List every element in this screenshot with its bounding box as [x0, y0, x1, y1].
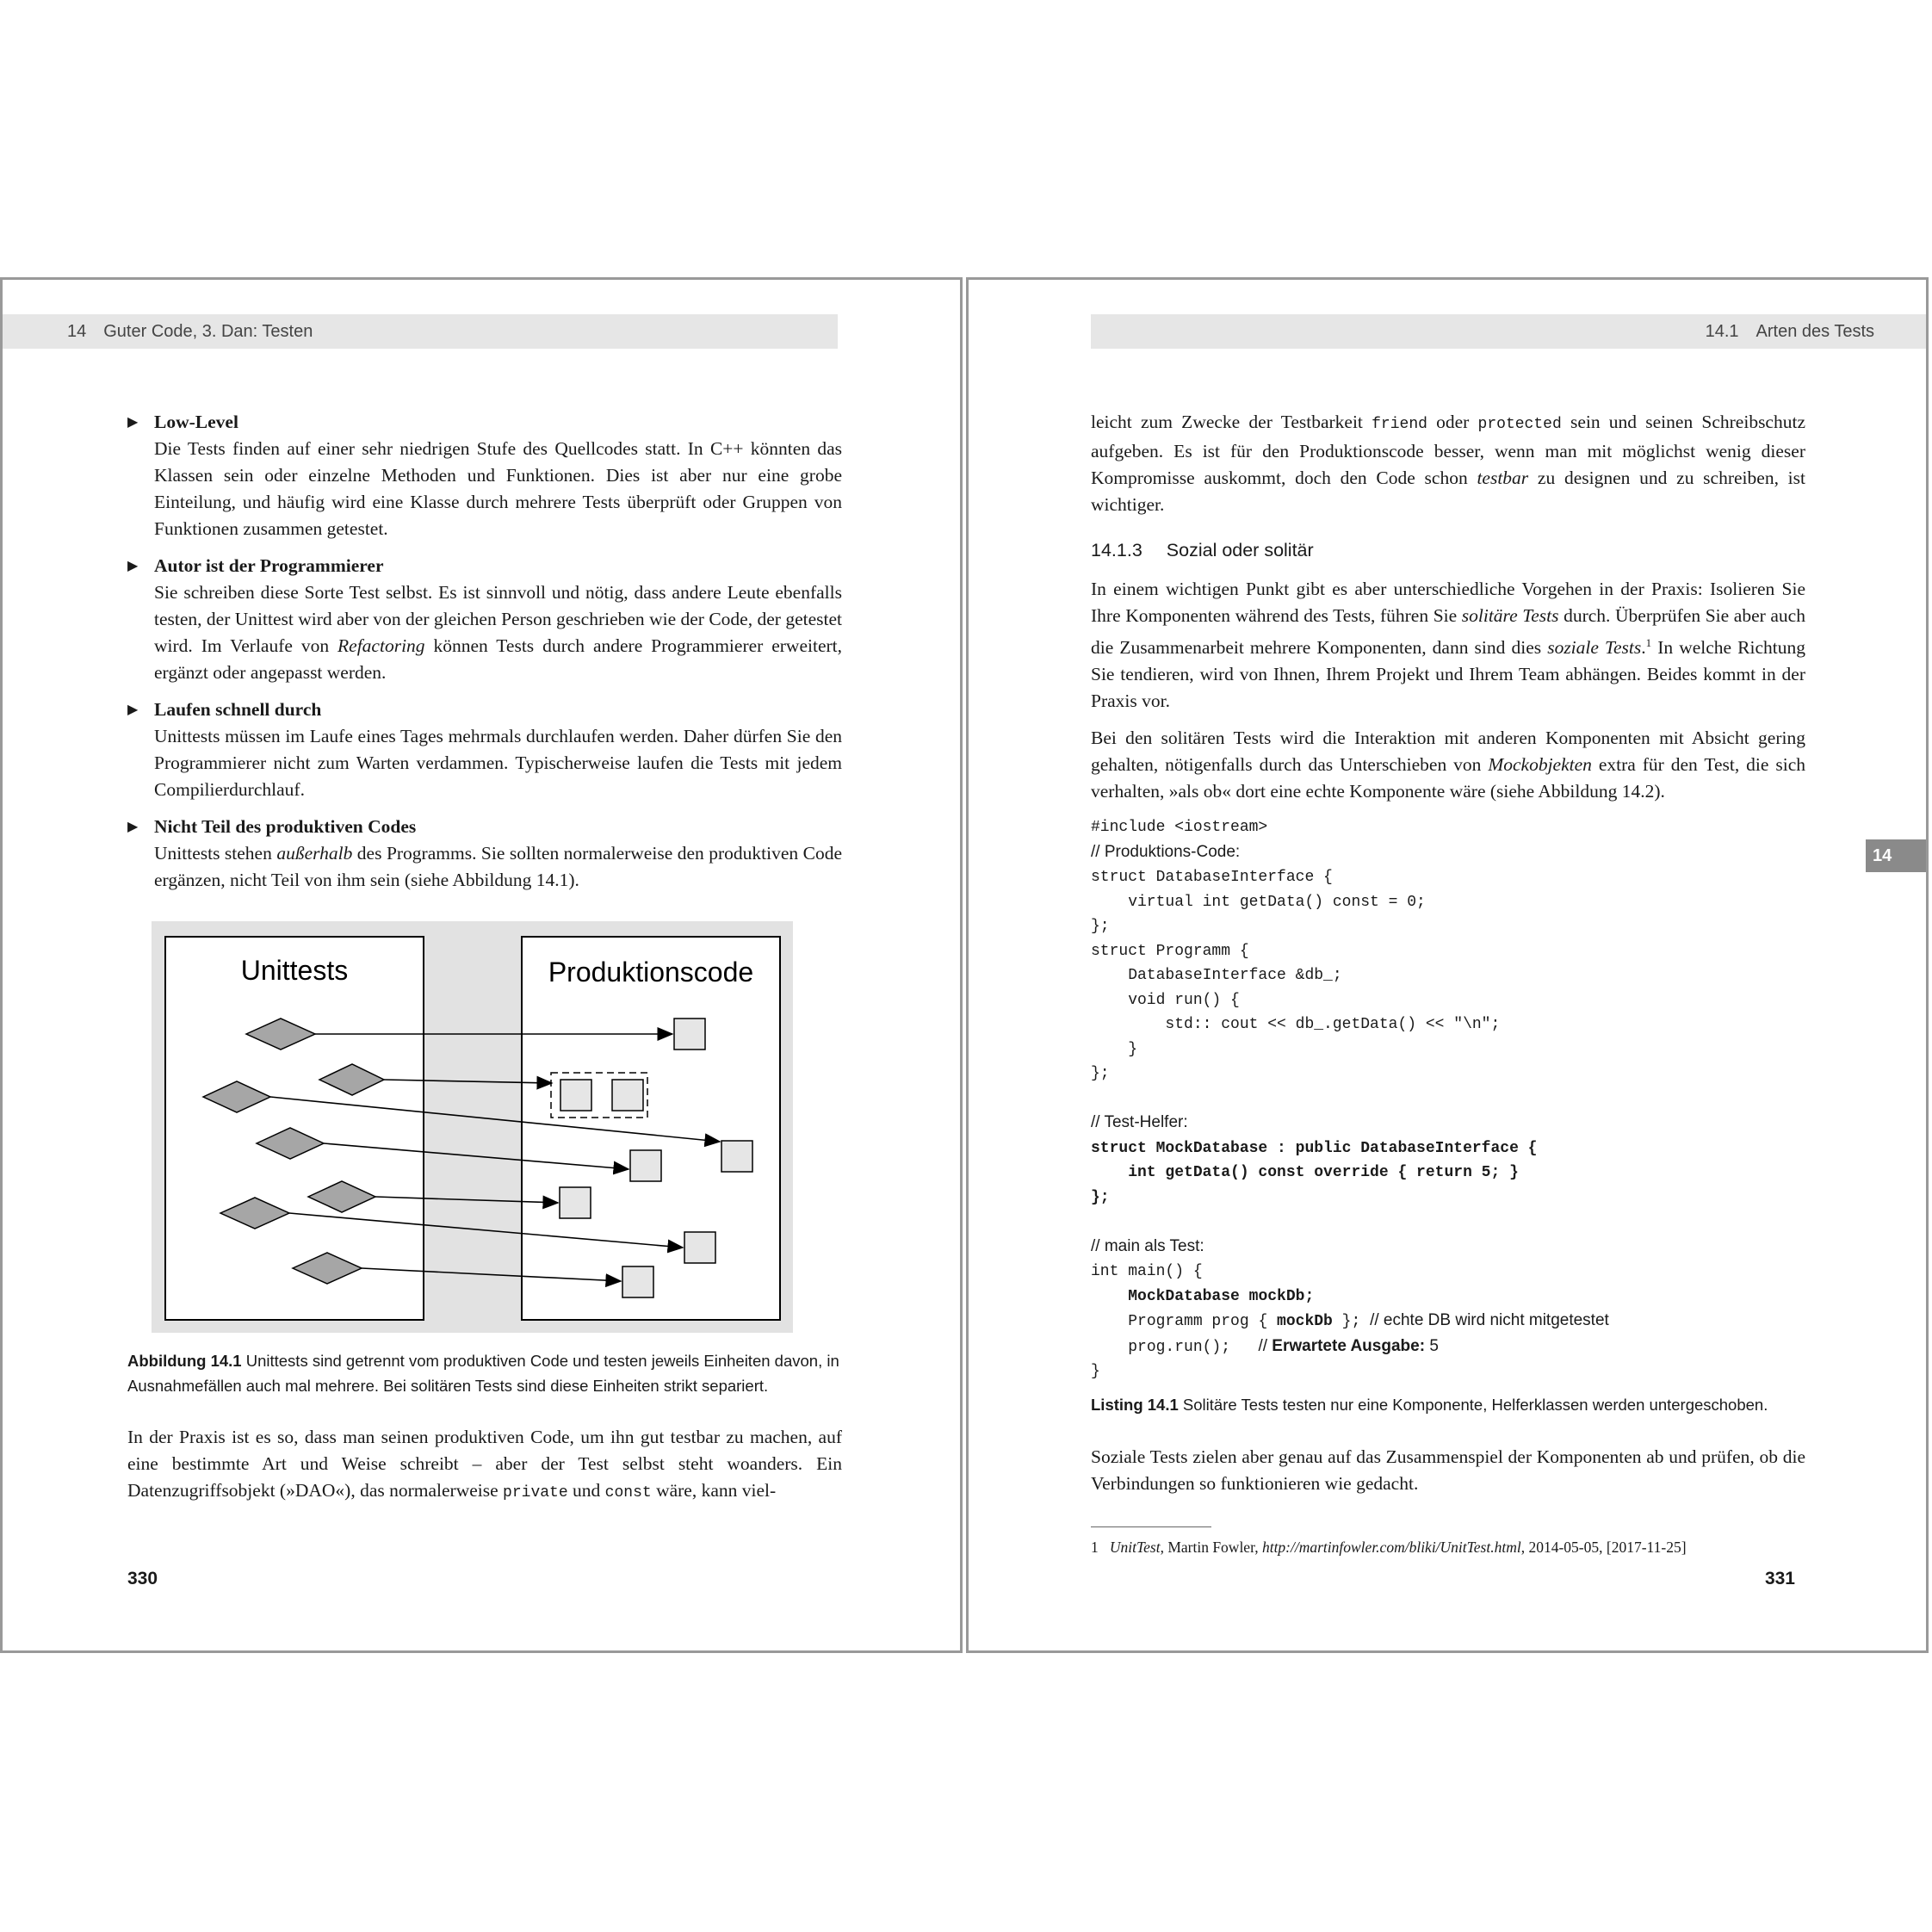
paragraph [127, 1424, 842, 1507]
emphasis: solitäre Tests [1461, 605, 1559, 626]
emphasis: Refactoring [337, 635, 425, 656]
text-run: des Programms. Sie sollten normalerweise den produktiven Code ergänzen, nicht Teil von ihm sein (siehe Abbildung 14.1). [154, 843, 842, 890]
footnote-ref: 1 [1645, 636, 1652, 649]
caption-label: Abbildung 14.1 [127, 1352, 242, 1370]
listing-label: Listing 14.1 [1091, 1395, 1179, 1414]
code-line: #include <iostream> [1091, 819, 1268, 837]
code-token: mockDb [1277, 1313, 1333, 1331]
paragraph: In einem wichtigen Punkt gibt es aber unterschiedliche Vorgehen in der Praxis: Isolieren Sie Ihre Komponenten während des Tests, führen Sie solitäre Tests durch. Überprüfen Sie aber auch die Zusammenarbeit mehrere Komponenten, dann sind dies soziale Tests.$^1$ In welche Richtung Sie tendieren, wird von Ihnen, Ihrem Projekt und Ihrem Team abhängen. Beides kommt in der Praxis vor. [1091, 579, 1805, 712]
listing-caption [1091, 1391, 1805, 1418]
bullet-text: Die Tests finden auf einer sehr niedrigen Stufe des Quellcodes statt. In C++ könnten das Klassen sein oder einzelne Methoden und Funktionen. Dies ist aber nur eine grobe Einteilung, und häufig wird eine Klasse durch mehrere Tests überprüft oder Gruppen von Funktionen zusammen getestet. [154, 438, 842, 539]
section-heading [1091, 537, 1805, 564]
bullet-title: Laufen schnell durch [154, 699, 322, 720]
left-body [127, 409, 842, 1517]
code-unit [560, 1080, 591, 1111]
code-unit [560, 1187, 591, 1218]
code-line: std:: cout << db_.getData() << "\n"; [1091, 1016, 1501, 1034]
figure-caption [127, 1348, 842, 1398]
list-item [127, 553, 842, 686]
code-line: } [1091, 1040, 1138, 1058]
code-line: }; [1091, 1188, 1110, 1206]
text-run: , Martin Fowler, [1160, 1538, 1262, 1556]
emphasis: außerhalb [276, 843, 353, 864]
code-line: }; [1091, 1065, 1110, 1083]
list-item [127, 697, 842, 803]
footnote [1091, 1534, 1805, 1561]
running-header [1091, 314, 1926, 349]
text-run: In der Praxis ist es so, dass man seinen produktiven Code, um ihn gut testbar zu machen, auf eine bestimmte Art und Weise schreibt – aber der Test selbst steht woanders. Ein Datenzugriffsobjekt (»DAO«), das normalerweise [127, 1427, 842, 1501]
text-run: zu designen und zu schreiben, ist wichtiger. [1091, 468, 1806, 515]
text-run: leicht zum Zwecke der Testbarkeit [1091, 412, 1372, 432]
footnote-divider [1091, 1526, 1211, 1527]
code-unit [674, 1019, 705, 1050]
text-run: durch. Überprüfen Sie aber auch die Zusammenarbeit mehrere Komponenten, dann sind dies [1091, 605, 1805, 659]
inline-code: friend [1372, 416, 1427, 433]
inline-code: protected [1477, 416, 1562, 433]
code-line: prog.run(); [1128, 1338, 1231, 1356]
code-line: } [1091, 1363, 1100, 1381]
code-line: struct DatabaseInterface { [1091, 869, 1333, 887]
listing-text: Solitäre Tests testen nur eine Komponente, Helferklassen werden untergeschoben. [1178, 1395, 1768, 1414]
code-unit [721, 1141, 752, 1172]
bullet-text: Unittests müssen im Laufe eines Tages mehrmals durchlaufen werden. Daher dürfen Sie den Programmierer nicht zum Warten verdammen. Typischerweise laufen die Tests mit jedem Compilierdurchlauf. [154, 726, 842, 800]
code-comment: Erwartete Ausgabe: [1272, 1336, 1426, 1355]
code-line: virtual int getData() const = 0; [1091, 893, 1426, 911]
code-line: Programm prog { [1128, 1313, 1278, 1331]
chapter-tab: 14 [1866, 839, 1926, 872]
bullet-text [154, 840, 842, 894]
footnote-number: 1 [1091, 1538, 1099, 1556]
inline-code: private [503, 1484, 568, 1502]
unittests-box [165, 937, 424, 1320]
code-line: void run() { [1091, 991, 1240, 1009]
right-body [1091, 409, 1805, 1561]
section-heading-number: 14.1.3 [1091, 540, 1142, 560]
paragraph [1091, 725, 1805, 805]
bullet-title: Low-Level [154, 412, 238, 432]
text-run: Sie schreiben diese Sorte Test selbst. Es ist sinnvoll und nötig, dass andere Leute ebenfalls testen, der Unittest wird aber von der gleichen Person geschrieben wie der Code, der getestet wird. Im Verlaufe von [154, 582, 842, 656]
code-line: }; [1091, 918, 1110, 936]
text-run: sein und seinen Schreibschutz aufgeben. Es ist für den Produktionscode besser, wenn man mit möglichst wenig dieser Kompromisse auskommt, doch den Code schon [1091, 412, 1805, 488]
left-page [0, 277, 963, 1653]
bullet-title: Nicht Teil des produktiven Codes [154, 816, 417, 837]
page-number: 330 [127, 1569, 158, 1588]
code-line: struct MockDatabase : public DatabaseInterface { [1091, 1139, 1538, 1157]
code-comment: // Test-Helfer: [1091, 1113, 1188, 1132]
text-run: Bei den solitären Tests wird die Interaktion mit anderen Komponenten mit Absicht gering gehalten, nötigenfalls durch das Unterschieben von [1091, 728, 1805, 776]
right-page [966, 277, 1929, 1653]
bullet-title: Autor ist der Programmierer [154, 555, 384, 576]
text-run: extra für den Test, die sich verhalten, »als ob« dort eine echte Komponente wäre (siehe Abbildung 14.2). [1091, 754, 1805, 802]
production-label: Produktionscode [548, 957, 754, 988]
paragraph [1091, 409, 1805, 518]
figure-unittests-diagram [152, 921, 793, 1333]
code-line: int getData() const override { return 5; } [1091, 1164, 1519, 1182]
text-run: Unittests stehen [154, 843, 277, 864]
code-comment: 5 [1425, 1336, 1439, 1355]
list-item [127, 814, 842, 894]
caption-text: Unittests sind getrennt vom produktiven Code und testen jeweils Einheiten davon, in Ausnahmefällen auch mal mehrere. Bei solitären Tests sind diese Einheiten strikt separiert. [127, 1352, 839, 1395]
code-unit [684, 1232, 715, 1263]
code-line: MockDatabase mockDb; [1128, 1287, 1315, 1305]
footnote-url: http://martinfowler.com/bliki/UnitTest.html [1261, 1538, 1521, 1556]
bullet-triangle-icon: ▶ [127, 559, 139, 573]
emphasis: Mockobjekten [1488, 754, 1592, 776]
bullet-triangle-icon: ▶ [127, 415, 139, 430]
inline-code: const [604, 1484, 652, 1502]
emphasis: soziale Tests [1547, 637, 1642, 659]
list-item [127, 409, 842, 542]
chapter-title: Guter Code, 3. Dan: Testen [103, 322, 313, 341]
paragraph: Soziale Tests zielen aber genau auf das Zusammenspiel der Komponenten ab und prüfen, ob die Verbindungen so funktionieren wie gedacht. [1091, 1446, 1805, 1494]
section-number: 14.1 [1705, 322, 1739, 341]
running-header [3, 314, 838, 349]
bullet-text [154, 579, 842, 686]
section-title: Arten des Tests [1756, 322, 1874, 341]
emphasis: testbar [1477, 468, 1529, 488]
bullet-triangle-icon: ▶ [127, 703, 139, 717]
unittests-label: Unittests [240, 955, 349, 986]
code-line: struct Programm { [1091, 942, 1249, 960]
text-run: wäre, kann viel- [651, 1480, 777, 1501]
code-unit [630, 1150, 661, 1181]
chapter-number: 14 [67, 322, 87, 341]
emphasis: UnitTest [1109, 1538, 1161, 1556]
production-box [522, 937, 780, 1320]
text-run: In welche Richtung Sie tendieren, wird von Ihnen, Ihrem Projekt und Ihrem Team abhängen. Beides kommt in der Praxis vor. [1091, 637, 1805, 712]
code-token: }; [1332, 1313, 1371, 1331]
text-run: In einem wichtigen Punkt gibt es aber unterschiedliche Vorgehen in der Praxis: Isolieren Sie Ihre Komponenten während des Tests, führen Sie [1091, 579, 1805, 626]
section-heading-title: Sozial oder solitär [1166, 540, 1314, 560]
bullet-triangle-icon: ▶ [127, 820, 139, 834]
text-run: und [567, 1480, 605, 1501]
code-line: DatabaseInterface &db_; [1091, 967, 1342, 985]
code-listing [1091, 815, 1805, 1384]
code-unit [622, 1266, 653, 1297]
text-run: , 2014-05-05, [2017-11-25] [1520, 1538, 1687, 1556]
code-comment: // [1258, 1336, 1273, 1355]
diagram-svg [152, 921, 793, 1333]
code-comment: // echte DB wird nicht mitgetestet [1370, 1311, 1609, 1330]
page-number: 331 [1764, 1569, 1795, 1588]
code-unit [612, 1080, 643, 1111]
text-run: können Tests durch andere Programmierer erweitert, ergänzt oder angepasst werden. [154, 635, 842, 683]
code-line: int main() { [1091, 1263, 1203, 1281]
text-run: oder [1427, 412, 1478, 432]
code-comment: // main als Test: [1091, 1236, 1204, 1255]
code-comment: // Produktions-Code: [1091, 842, 1241, 861]
